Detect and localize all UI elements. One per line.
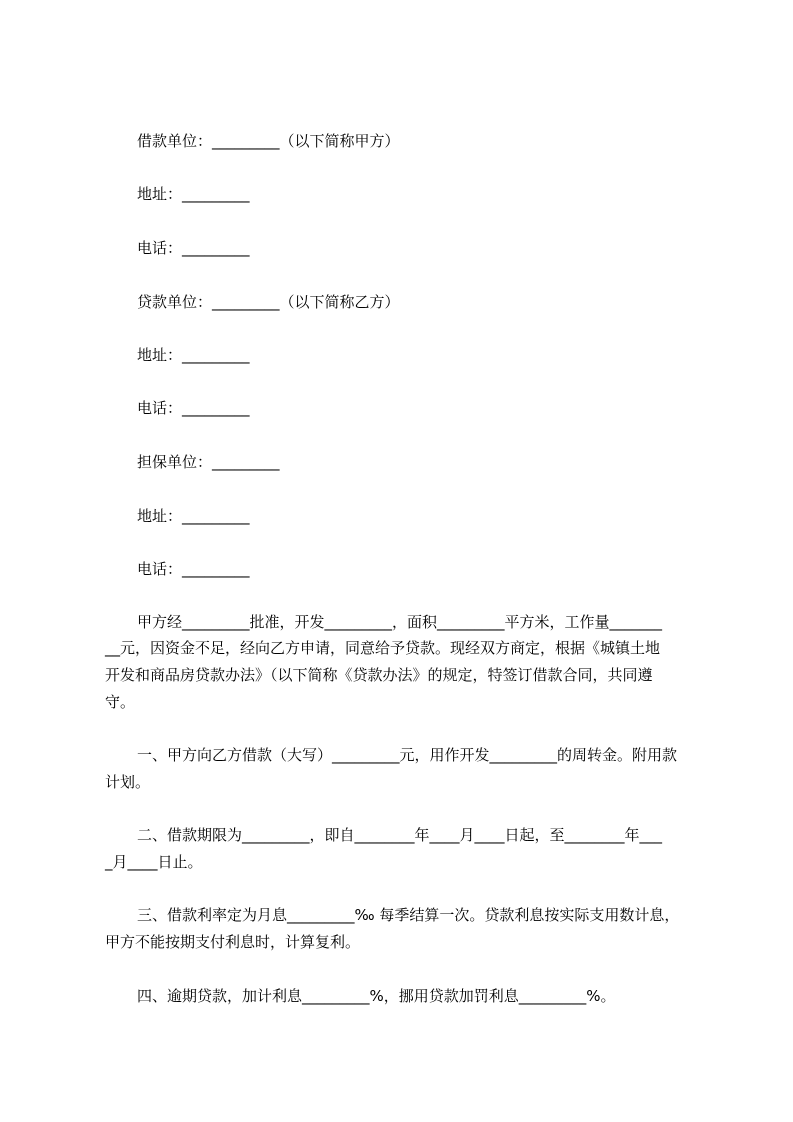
- clause-line: 一、甲方向乙方借款（大写）_________元，用作开发_________的周转金。附用款: [137, 746, 678, 764]
- borrower-phone-line: 电话：_________: [137, 239, 250, 257]
- clause-line: 二、借款期限为_________，即自________年____月____日起，至________年___: [137, 826, 663, 844]
- clause-line: 甲方不能按期支付利息时，计算复利。: [105, 933, 361, 951]
- guarantor-address-line: 地址：_________: [137, 507, 250, 525]
- borrower-address-line: 地址：_________: [137, 185, 250, 203]
- lender-address-line: 地址：_________: [137, 346, 250, 364]
- guarantor-phone-line: 电话：_________: [137, 560, 250, 578]
- guarantor-unit-line: 担保单位：_________: [137, 453, 280, 471]
- borrower-unit-line: 借款单位：_________（以下简称甲方）: [137, 132, 400, 150]
- lender-phone-line: 电话：_________: [137, 399, 250, 417]
- clause-line: 三、借款利率定为月息_________‰ 每季结算一次。贷款利息按实际支用数计息，: [137, 906, 680, 924]
- intro-line: 甲方经_________批准，开发_________，面积_________平方米，工作量_______: [137, 613, 663, 631]
- clause-line: 计划。: [105, 773, 151, 791]
- intro-line: 守。: [105, 693, 136, 711]
- intro-line: 开发和商品房贷款办法》（以下简称《贷款办法》的规定，特签订借款合同，共同遵: [105, 666, 653, 684]
- clause-line: _月____日止。: [105, 853, 203, 871]
- clause-line: 四、逾期贷款，加计利息_________%，挪用贷款加罚利息_________%。: [137, 987, 616, 1005]
- lender-unit-line: 贷款单位：_________（以下简称乙方）: [137, 293, 400, 311]
- intro-line: __元，因资金不足，经向乙方申请，同意给予贷款。现经双方商定，根据《城镇土地: [105, 639, 661, 657]
